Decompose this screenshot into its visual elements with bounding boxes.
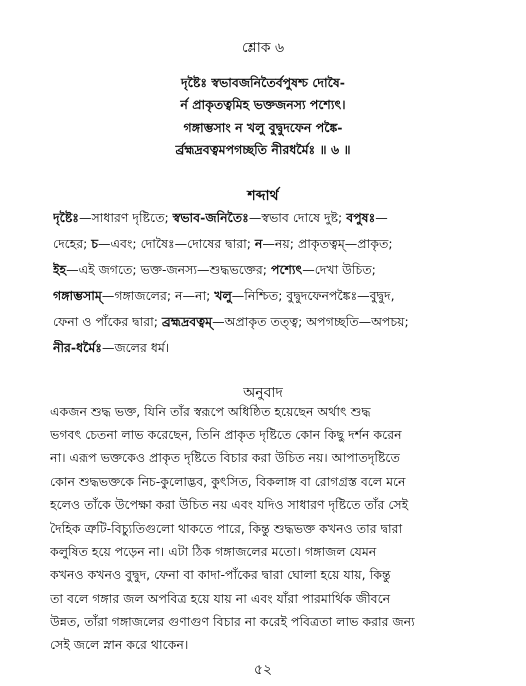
word-meaning-line xyxy=(53,314,473,334)
word-meaning-line xyxy=(53,288,473,308)
translation-line: না। এরূপ ভক্তকেও প্রাকৃত দৃষ্টিতে বিচার করা উচিত নয়। আপাতদৃষ্টিতে xyxy=(50,450,400,465)
gloss: —এবং; দোষৈঃ—দোষের দ্বারা; xyxy=(98,236,255,251)
term: খলু xyxy=(214,288,232,303)
term: ইহ xyxy=(53,262,67,277)
verse-title: শ্লোক ৬ xyxy=(241,40,285,56)
term: নীর-ধর্মৈঃ xyxy=(53,340,102,355)
term: ন xyxy=(254,236,263,251)
gloss: — xyxy=(375,210,388,225)
translation-line: কলুষিত হয়ে পড়েন না। এটা ঠিক গঙ্গাজলের মতো। গঙ্গাজল যেমন xyxy=(50,544,377,559)
term: দৃষ্টৈঃ xyxy=(53,210,79,225)
term: স্বভাব-জনিতৈঃ xyxy=(172,210,249,225)
term: পশ্যেৎ xyxy=(271,262,303,277)
gloss: —জলের ধর্ম। xyxy=(101,340,170,355)
translation-line: দৈহিক ত্রুটি-বিচ্যুতিগুলো থাকতে পারে, কিন্তু শুদ্ধভক্ত কখনও তার দ্বারা xyxy=(50,521,403,536)
gloss: —সাধারণ দৃষ্টিতে; xyxy=(78,210,173,225)
word-meaning-line xyxy=(53,210,473,230)
translation-line: হলেও তাঁকে উপেক্ষা করা উচিত নয় এবং যদিও সাধারণ দৃষ্টিতে তাঁর সেই xyxy=(50,497,409,512)
verse-line: র্ব্রহ্মদ্রবত্বমপগচ্ছতি নীরধর্মৈঃ ॥ ৬ ॥ xyxy=(175,142,351,157)
term: ব্রহ্মদ্রবত্বম্ xyxy=(161,314,213,329)
term: বপুষঃ xyxy=(346,210,376,225)
word-meaning-line xyxy=(53,236,473,256)
word-meaning-heading: শব্দার্থ xyxy=(247,188,279,204)
verse-line: র্ন প্রাকৃতত্বমিহ ভক্তজনস্য পশ্যেৎ। xyxy=(180,97,346,112)
gloss: দেহের; xyxy=(53,236,92,251)
translation-line: একজন শুদ্ধ ভক্ত, যিনি তাঁর স্বরূপে অধিষ্ঠিত হয়েছেন অর্থাৎ শুদ্ধ xyxy=(50,404,371,419)
translation-line: কোন শুদ্ধভক্তকে নিচ-কুলোদ্ভব, কুৎসিত, বিকলাঙ্গ বা রোগগ্রস্ত বলে মনে xyxy=(50,474,406,489)
page-number: ৫২ xyxy=(253,662,273,678)
gloss: —নয়; প্রাকৃতত্বম্—প্রাকৃত; xyxy=(262,236,393,251)
gloss: —নিশ্চিত; বুদ্বুদফেনপঙ্কৈঃ—বুদ্বুদ, xyxy=(231,288,395,303)
verse-line: দৃষ্টৈঃ স্বভাবজনিতৈর্বপুষশ্চ দোষৈ- xyxy=(181,75,345,90)
translation-line: তা বলে গঙ্গার জল অপবিত্র হয়ে যায় না এবং যাঁরা পারমার্থিক জীবনে xyxy=(50,591,391,606)
word-meaning-line xyxy=(53,262,473,282)
gloss: —স্বভাব দোষে দুষ্ট; xyxy=(248,210,347,225)
translation-line: কখনও কখনও বুদ্বুদ, ফেনা বা কাদা-পাঁকের দ্বারা ঘোলা হয়ে যায়, কিন্তু xyxy=(50,567,391,582)
term: গঙ্গাম্ভসাম্ xyxy=(53,288,102,303)
gloss: —গঙ্গাজলের; ন—না; xyxy=(101,288,215,303)
term: চ xyxy=(91,236,99,251)
translation-line: ভগবৎ চেতনা লাভ করেছেন, তিনি প্রাকৃত দৃষ্টিতে কোন কিছু দর্শন করেন xyxy=(50,427,402,442)
gloss: —দেখা উচিত; xyxy=(302,262,376,277)
word-meaning-line xyxy=(53,340,473,360)
gloss: ফেনা ও পাঁকের দ্বারা; xyxy=(53,314,162,329)
verse-line: গঙ্গাম্ভসাং ন খলু বুদ্বুদফেন পঙ্কৈ- xyxy=(183,120,343,135)
translation-line: সেই জলে স্নান করে থাকেন। xyxy=(50,637,189,652)
translation-line: উন্নত, তাঁরা গঙ্গাজলের গুণাগুণ বিচার না করেই পবিত্রতা লাভ করার জন্য xyxy=(50,614,415,629)
translation-heading: অনুবাদ xyxy=(243,385,283,401)
gloss: —এই জগতে; ভক্ত-জনস্য—শুদ্ধভক্তের; xyxy=(66,262,271,277)
gloss: —অপ্রাকৃত তত্ত্ব; অপগচ্ছতি—অপচয়; xyxy=(212,314,409,329)
